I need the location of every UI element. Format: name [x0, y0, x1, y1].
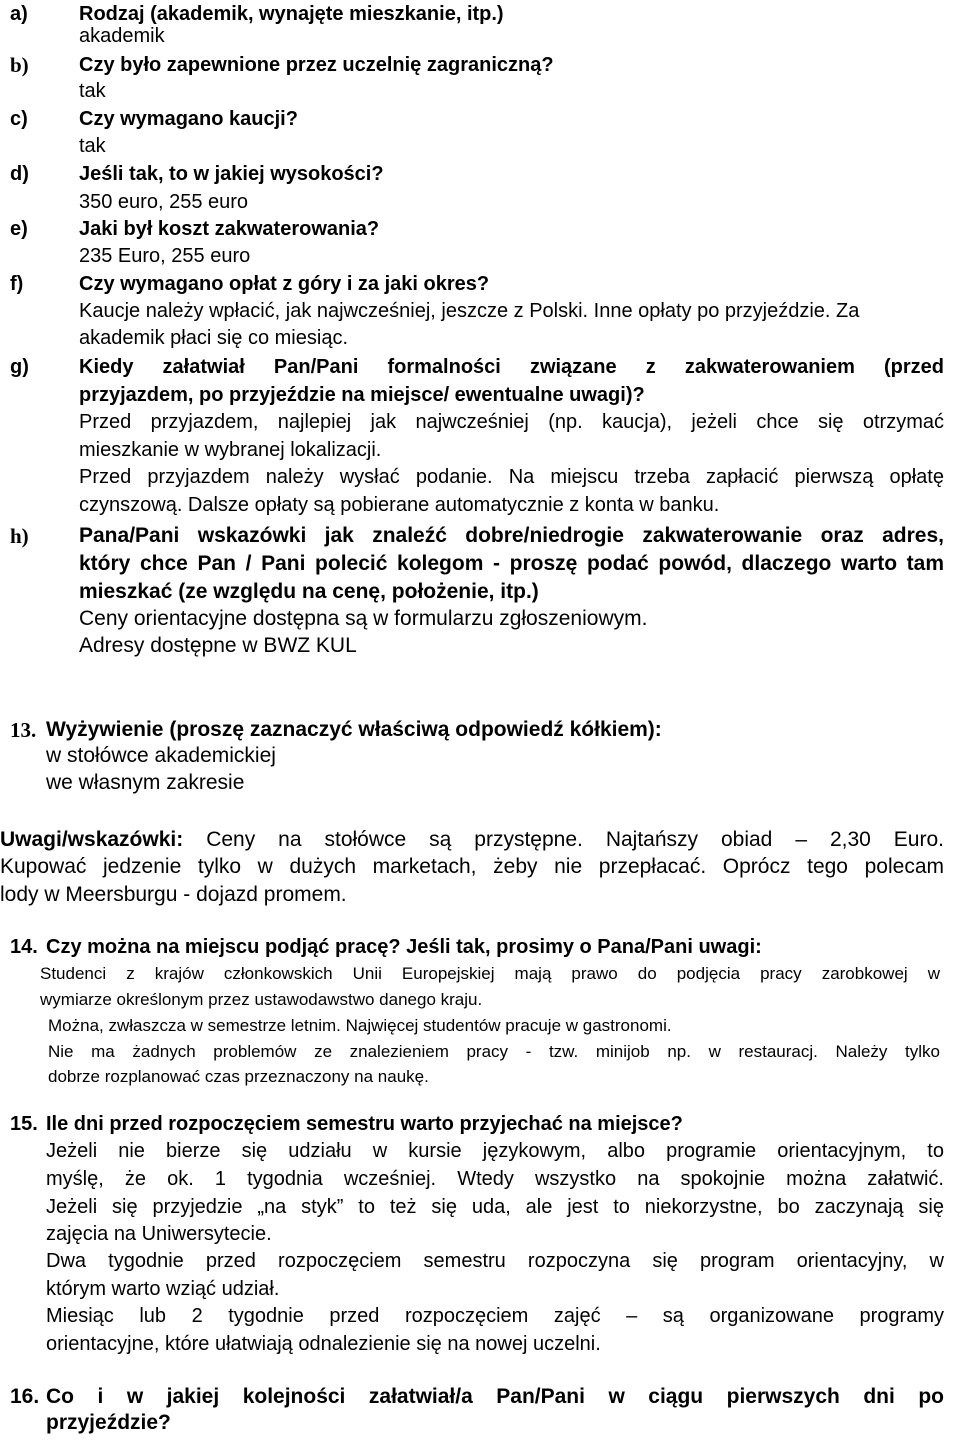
question-g-text-line1: Kiedy załatwiał Pan/Pani formalności związane z zakwaterowaniem (przed [79, 356, 944, 378]
question-d-text: Jeśli tak, to w jakiej wysokości? [79, 163, 384, 185]
section-14-title: Czy można na miejscu podjąć pracę? Jeśli tak, prosimy o Pana/Pani uwagi: [46, 936, 762, 958]
remarks-label: Uwagi/wskazówki: [0, 828, 184, 851]
question-c-text: Czy wymagano kaucji? [79, 108, 298, 130]
document-page: a) Rodzaj (akademik, wynajęte mieszkanie, itp.) akademik b) Czy było zapewnione przez uczelnię zagraniczną? tak c) Czy wymagano kaucji? tak d) Jeśli tak, to w jakiej wysokości? 350 euro, 255 euro e) Jaki był koszt zakwaterowania? 235 Euro, 255 euro f) Czy wymagano opłat z góry i za jaki okres? Kaucje należy wpłacić, jak najwcześniej, jeszcze z Polski. Inne opłaty po przyjeździe. Za akademik płaci się co miesiąc. g) Kiedy załatwiał Pan/Pani formalności związane z zakwaterowaniem (przed przyjazdem, po przyjeździe na miejsce/ ewentualne uwagi)? Przed przyjazdem, najlepiej jak najwcześniej (np. kaucja), jeżeli chce się otrzymać mieszkanie w wybranej lokalizacji. Przed przyjazdem należy wysłać podanie. Na miejscu trzeba zapłacić pierwszą opłatę czynszową. Dalsze opłaty są pobierane automatycznie z konta w banku. h) Pana/Pani wskazówki jak znaleźć dobre/niedrogie zakwaterowanie oraz adres, który chce Pan / Pani polecić kolegom - proszę podać powód, dlaczego warto tam mieszkać (ze względu na cenę, położenie, itp.) Ceny orientacyjne dostępna są w formularzu zgłoszeniowym. Adresy dostępne w BWZ KUL 13. Wyżywienie (proszę zaznaczyć właściwą odpowiedź kółkiem): w stołówce akademickiej we własnym zakresie Uwagi/wskazówki: Ceny na stołówce są przystępne. Najtańszy obiad – 2,30 Euro. Kupować jedzenie tylko w dużych marketach, żeby nie przepłacać. Oprócz tego polecam lody w Meersburgu - dojazd promem. 14. Czy można na miejscu podjąć pracę? Jeśli tak, prosimy o Pana/Pani uwagi: Studenci z krajów członkowskich Unii Europejskiej mają prawo do podjęcia pracy zarobkowej w wymiarze określonym przez ustawodawstwo danego kraju. Można, zwłaszcza w semestrze letnim. Najwięcej studentów pracuje w gastronomi. Nie ma żadnych problemów ze znalezieniem pracy - tzw. minijob np. w restauracj. Należy tylko dobrze rozplanować czas przeznaczony na naukę. 15. Ile dni przed rozpoczęciem semestru warto przyjechać na miejsce? Jeżeli nie bierze się udziału w kursie językowym, albo programie orientacyjnym, to myślę, że ok. 1 tygodnia wcześniej. Wtedy wszystko na spokojnie można załatwić. Jeżeli się przyjedzie „na styk” to też się uda, ale jest to niekorzystne, bo zaczynają się zajęcia na Uniwersytecie. Dwa tygodnie przed rozpoczęciem semestru rozpoczyna się program orientacyjny, w którym warto wziąć udział. Miesiąc lub 2 tygodnie przed rozpoczęciem zajęć – są organizowane programy orientacyjne, które ułatwiają odnalezienie się na nowej uczelni. 16. Co i w jakiej kolejności załatwiał/a Pan/Pani w ciągu pierwszych dni po przyjeździe? [0, 3, 944, 1434]
question-b-label: b) [10, 53, 29, 77]
section-16-number: 16. [10, 1385, 40, 1408]
question-e-text: Jaki był koszt zakwaterowania? [79, 218, 380, 240]
section-14-number: 14. [10, 936, 38, 958]
question-b-text: Czy było zapewnione przez uczelnię zagraniczną? [79, 54, 554, 76]
question-h-label: h) [10, 524, 29, 548]
section-15-number: 15. [10, 1113, 38, 1135]
question-h-text-line1: Pana/Pani wskazówki jak znaleźć dobre/niedrogie zakwaterowanie oraz adres, [79, 524, 944, 547]
question-f-label: f) [10, 273, 24, 295]
question-e-label: e) [10, 218, 28, 240]
section-13-number: 13. [10, 718, 37, 742]
question-f-text: Czy wymagano opłat z góry i za jaki okres? [79, 273, 490, 295]
question-g-label: g) [10, 356, 29, 378]
section-13-title: Wyżywienie (proszę zaznaczyć właściwą odpowiedź kółkiem): [46, 718, 662, 741]
remarks-text-line1: Ceny na stołówce są przystępne. Najtańszy obiad – 2,30 Euro. [206, 828, 944, 851]
section-16-title-line1: Co i w jakiej kolejności załatwiał/a Pan/Pani w ciągu pierwszych dni po [46, 1385, 944, 1408]
question-c-label: c) [10, 108, 28, 130]
question-d-label: d) [10, 163, 29, 185]
question-a-text: Rodzaj (akademik, wynajęte mieszkanie, itp.) [79, 3, 504, 25]
question-a-label: a) [10, 3, 28, 25]
section-15-title: Ile dni przed rozpoczęciem semestru warto przyjechać na miejsce? [46, 1113, 683, 1135]
